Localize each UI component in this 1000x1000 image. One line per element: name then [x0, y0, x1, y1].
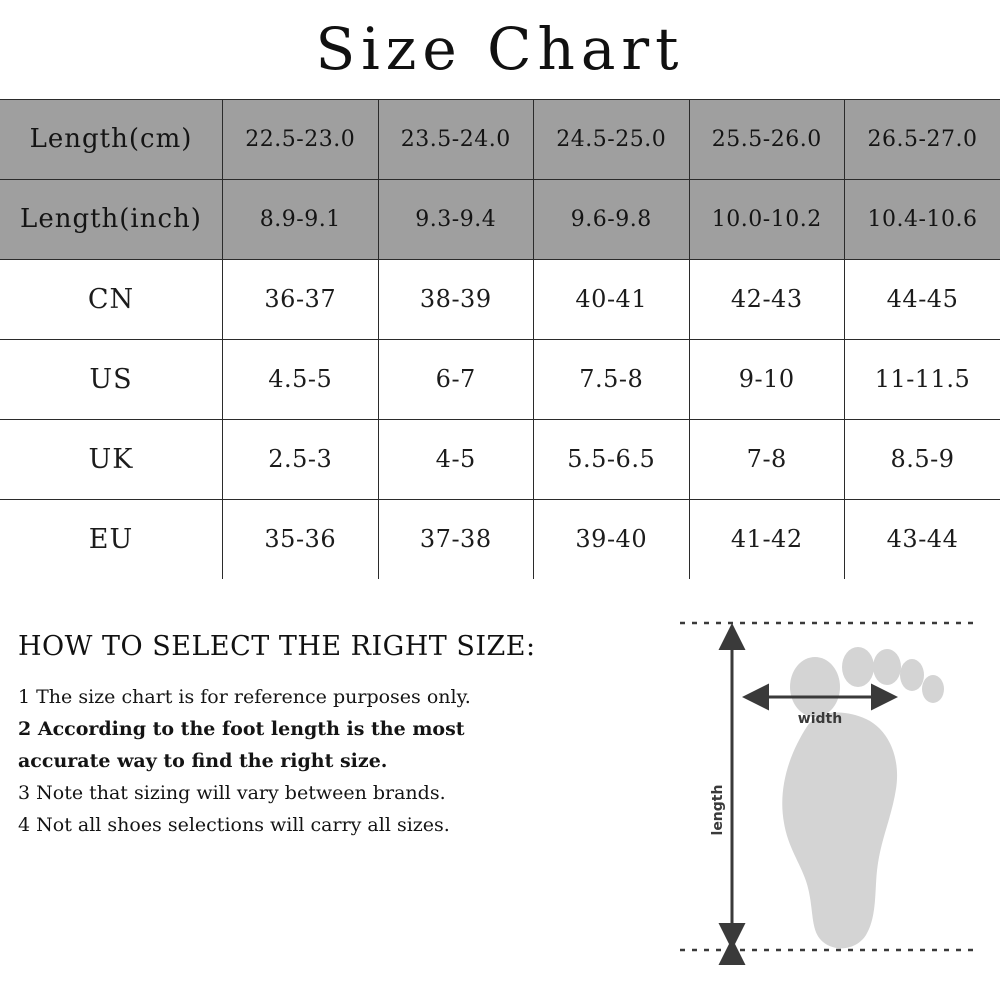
cell-length-cm-2: 23.5-24.0 [378, 99, 534, 179]
footprint-icon [782, 647, 944, 948]
cell-uk-3: 5.5-6.5 [534, 419, 690, 499]
table-row [0, 99, 1000, 179]
cell-us-1: 4.5-5 [223, 339, 379, 419]
cell-eu-5: 43-44 [845, 499, 1000, 579]
cell-length-inch-1: 8.9-9.1 [223, 179, 379, 259]
length-label: length [710, 784, 726, 836]
list-item: accurate way to find the right size. [18, 749, 388, 772]
table-row [0, 419, 1000, 499]
cell-cn-1: 36-37 [223, 259, 379, 339]
cell-us-3: 7.5-8 [534, 339, 690, 419]
list-item: 4 Not all shoes selections will carry all sizes. [18, 813, 450, 836]
cell-us-2: 6-7 [378, 339, 534, 419]
cell-uk-5: 8.5-9 [845, 419, 1000, 499]
table-row [0, 259, 1000, 339]
cell-length-inch-3: 9.6-9.8 [534, 179, 690, 259]
table-row [0, 339, 1000, 419]
cell-length-cm-4: 25.5-26.0 [689, 99, 845, 179]
table-row [0, 499, 1000, 579]
row-label-cn: CN [0, 259, 223, 339]
page-title: Size Chart [315, 15, 685, 83]
width-label: width [797, 710, 843, 727]
row-label-eu: EU [0, 499, 223, 579]
cell-uk-1: 2.5-3 [223, 419, 379, 499]
list-item: 1 The size chart is for reference purposes only. [18, 685, 471, 708]
row-label-length-cm: Length(cm) [0, 99, 223, 179]
cell-uk-4: 7-8 [689, 419, 845, 499]
row-label-us: US [0, 339, 223, 419]
cell-us-5: 11-11.5 [845, 339, 1000, 419]
cell-cn-4: 42-43 [689, 259, 845, 339]
how-to-heading: HOW TO SELECT THE RIGHT SIZE: [18, 630, 536, 662]
cell-length-cm-5: 26.5-27.0 [845, 99, 1000, 179]
bottom-section [0, 605, 1000, 965]
cell-us-4: 9-10 [689, 339, 845, 419]
cell-length-inch-2: 9.3-9.4 [378, 179, 534, 259]
cell-length-inch-4: 10.0-10.2 [689, 179, 845, 259]
row-label-length-inch: Length(inch) [0, 179, 223, 259]
how-to-select-block [0, 605, 640, 965]
cell-eu-3: 39-40 [534, 499, 690, 579]
cell-eu-2: 37-38 [378, 499, 534, 579]
cell-length-inch-5: 10.4-10.6 [845, 179, 1000, 259]
size-table-container [0, 99, 1000, 579]
row-label-uk: UK [0, 419, 223, 499]
cell-cn-5: 44-45 [845, 259, 1000, 339]
how-to-list [18, 684, 640, 839]
cell-length-cm-3: 24.5-25.0 [534, 99, 690, 179]
cell-uk-2: 4-5 [378, 419, 534, 499]
foot-measurement-diagram [660, 605, 1000, 965]
size-table [0, 99, 1000, 579]
list-item: 3 Note that sizing will vary between brands. [18, 781, 446, 804]
cell-cn-2: 38-39 [378, 259, 534, 339]
cell-length-cm-1: 22.5-23.0 [223, 99, 379, 179]
cell-cn-3: 40-41 [534, 259, 690, 339]
list-item: 2 According to the foot length is the most [18, 717, 465, 740]
cell-eu-4: 41-42 [689, 499, 845, 579]
table-row [0, 179, 1000, 259]
cell-eu-1: 35-36 [223, 499, 379, 579]
